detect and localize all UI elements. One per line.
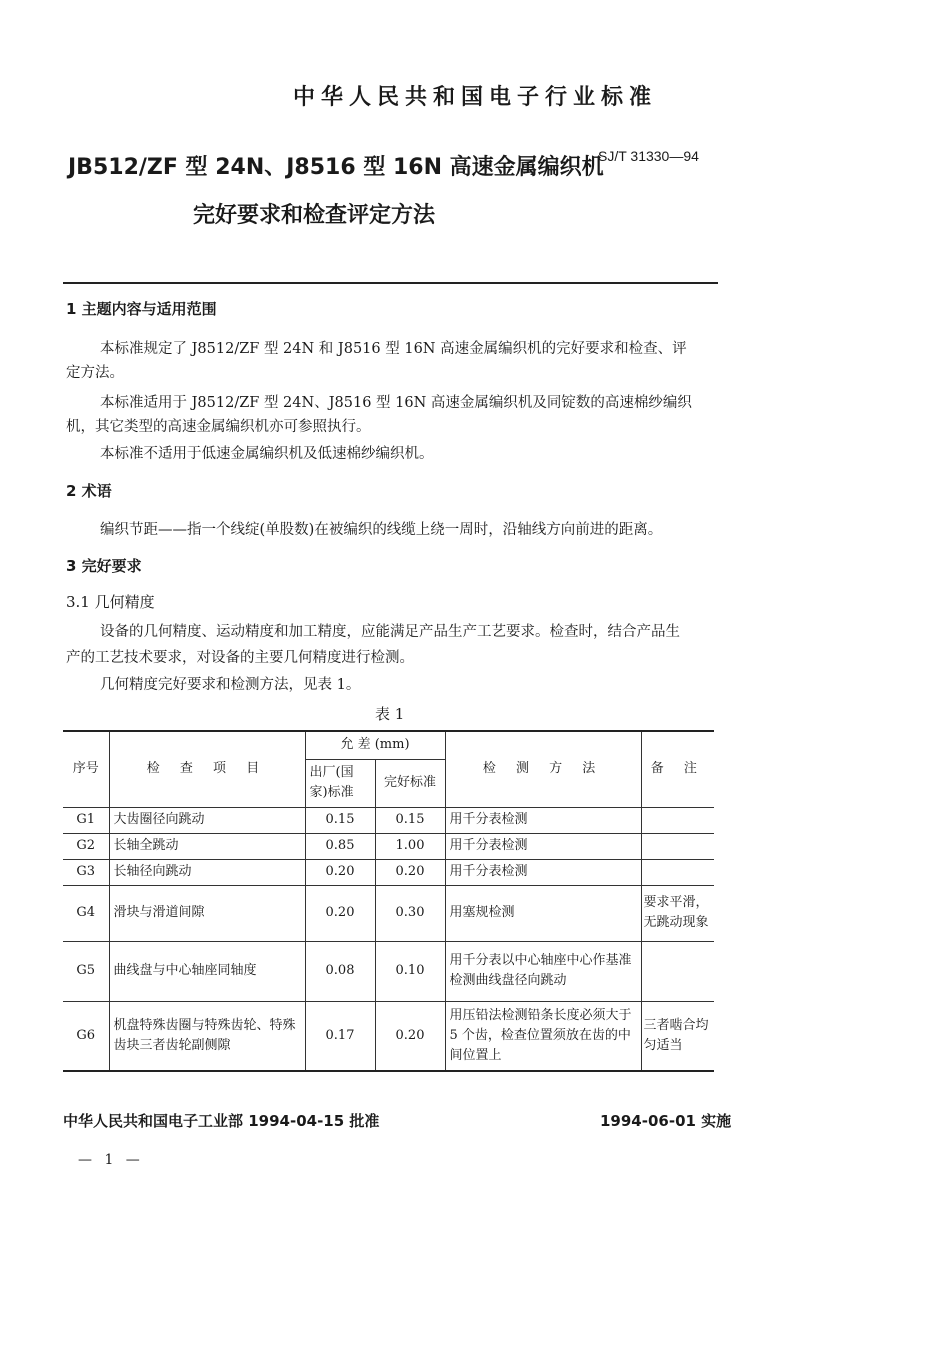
- page-number: — 1 —: [78, 1152, 144, 1168]
- row-factory-value: 0.17: [305, 1001, 375, 1071]
- section-3-paragraph-2: 几何精度完好要求和检测方法，见表 1。: [100, 677, 361, 693]
- row-item: 长轴径向跳动: [109, 859, 305, 885]
- header-item: 检 查 项 目: [109, 731, 305, 807]
- row-factory-value: 0.20: [305, 885, 375, 941]
- table-row: [63, 859, 714, 885]
- row-seq: G1: [63, 807, 109, 833]
- row-remark: [641, 859, 714, 885]
- standard-number: SJ/T 31330—94: [598, 148, 699, 164]
- row-method: 用千分表检测: [445, 859, 641, 885]
- table-row: [63, 807, 714, 833]
- section-3-paragraph-1-line-1: 设备的几何精度、运动精度和加工精度，应能满足产品生产工艺要求。检查时，结合产品生: [100, 624, 680, 640]
- row-seq: G4: [63, 885, 109, 941]
- row-item: 长轴全跳动: [109, 833, 305, 859]
- section-1-paragraph-2-line-2: 机，其它类型的高速金属编织机亦可参照执行。: [66, 419, 371, 435]
- row-item: 机盘特殊齿圈与特殊齿轮、特殊齿块三者齿轮副侧隙: [109, 1001, 305, 1071]
- row-intact-value: 0.20: [375, 859, 445, 885]
- header-intact-standard: 完好标准: [375, 759, 445, 807]
- section-1-heading: 1 主题内容与适用范围: [66, 300, 217, 318]
- header-seq: 序号: [63, 731, 109, 807]
- row-intact-value: 0.30: [375, 885, 445, 941]
- effective-date: 1994-06-01 实施: [600, 1112, 732, 1130]
- row-factory-value: 0.85: [305, 833, 375, 859]
- section-3-1-heading: 3.1 几何精度: [66, 593, 155, 611]
- row-method: 用压铅法检测铅条长度必须大于 5 个齿，检查位置须放在齿的中间位置上: [445, 1001, 641, 1071]
- row-seq: G3: [63, 859, 109, 885]
- row-method: 用千分表检测: [445, 833, 641, 859]
- row-seq: G6: [63, 1001, 109, 1071]
- row-intact-value: 1.00: [375, 833, 445, 859]
- section-2-heading: 2 术语: [66, 482, 112, 500]
- section-2-paragraph: 编织节距——指一个线绽(单股数)在被编织的线缆上绕一周时，沿轴线方向前进的距离。: [100, 522, 663, 538]
- row-remark: [641, 833, 714, 859]
- row-factory-value: 0.15: [305, 807, 375, 833]
- row-item: 曲线盘与中心轴座同轴度: [109, 941, 305, 1001]
- row-remark: [641, 807, 714, 833]
- title-divider: [63, 282, 718, 284]
- row-intact-value: 0.15: [375, 807, 445, 833]
- row-factory-value: 0.08: [305, 941, 375, 1001]
- row-method: 用塞规检测: [445, 885, 641, 941]
- section-1-paragraph-2-line-1: 本标准适用于 J8512/ZF 型 24N、J8516 型 16N 高速金属编织机及同锭数的高速棉纱编织: [100, 395, 692, 411]
- section-3-heading: 3 完好要求: [66, 557, 142, 575]
- header-remark: 备 注: [641, 731, 714, 807]
- table-row: [63, 885, 714, 941]
- header-factory-standard: 出厂(国家)标准: [305, 759, 375, 807]
- row-seq: G2: [63, 833, 109, 859]
- approval-statement: 中华人民共和国电子工业部 1994-04-15 批准: [63, 1112, 380, 1130]
- table-row: [63, 1001, 714, 1071]
- row-remark: 三者啮合均匀适当: [641, 1001, 714, 1071]
- row-method: 用千分表以中心轴座中心作基准检测曲线盘径向跳动: [445, 941, 641, 1001]
- section-1-paragraph-1-line-1: 本标准规定了 J8512/ZF 型 24N 和 J8516 型 16N 高速金属编织机的完好要求和检查、评: [100, 341, 687, 357]
- document-title-line2: 完好要求和检查评定方法: [193, 203, 436, 228]
- table-row: [63, 941, 714, 1001]
- row-factory-value: 0.20: [305, 859, 375, 885]
- row-remark: [641, 941, 714, 1001]
- table-row: [63, 833, 714, 859]
- row-item: 大齿圈径向跳动: [109, 807, 305, 833]
- section-3-paragraph-1-line-2: 产的工艺技术要求，对设备的主要几何精度进行检测。: [66, 650, 414, 666]
- row-method: 用千分表检测: [445, 807, 641, 833]
- section-1-paragraph-1-line-2: 定方法。: [66, 365, 124, 381]
- row-seq: G5: [63, 941, 109, 1001]
- row-item: 滑块与滑道间隙: [109, 885, 305, 941]
- section-1-paragraph-3: 本标准不适用于低速金属编织机及低速棉纱编织机。: [100, 446, 434, 462]
- header-tolerance: 允 差 (mm): [305, 731, 445, 759]
- header-method: 检 测 方 法: [445, 731, 641, 807]
- table-title: 表 1: [375, 705, 405, 723]
- issuing-organization: 中华人民共和国电子行业标准: [292, 85, 657, 110]
- document-title-line1: JB512/ZF 型 24N、J8516 型 16N 高速金属编织机: [68, 155, 604, 180]
- geometric-precision-table: [63, 730, 714, 1072]
- row-intact-value: 0.20: [375, 1001, 445, 1071]
- row-remark: 要求平滑，无跳动现象: [641, 885, 714, 941]
- row-intact-value: 0.10: [375, 941, 445, 1001]
